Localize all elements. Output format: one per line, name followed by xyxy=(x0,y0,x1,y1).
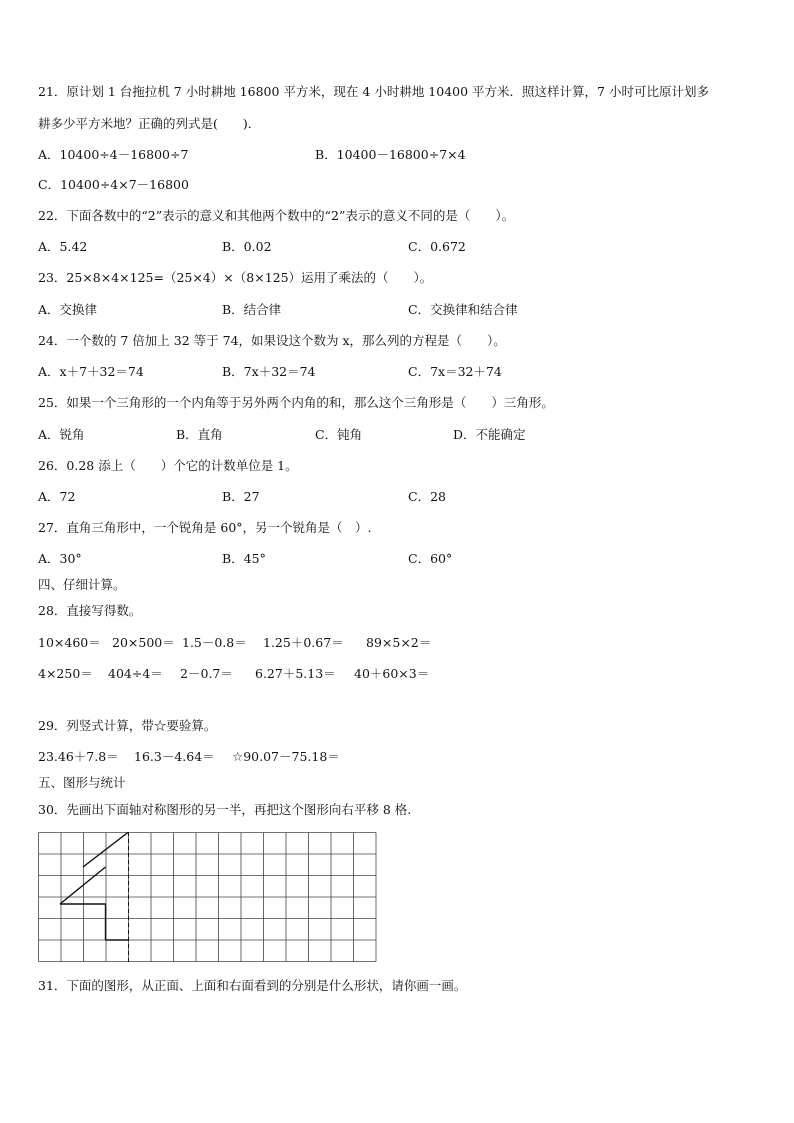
q29-calc: 23.46＋7.8＝ xyxy=(38,749,119,764)
section-4-heading: 四、仔细计算。 xyxy=(38,577,126,592)
q27-option-b: B．45° xyxy=(222,551,266,566)
q29-calc: ☆90.07－75.18＝ xyxy=(232,749,340,764)
q28-calc: 1.25＋0.67＝ xyxy=(263,635,344,650)
q28-question: 28．直接写得数。 xyxy=(38,603,142,618)
q22-option-a: A．5.42 xyxy=(38,239,88,254)
q27-question: 27．直角三角形中，一个锐角是 60°，另一个锐角是（ ）. xyxy=(38,520,372,535)
q25-option-c: C．钝角 xyxy=(315,427,363,442)
q21-option-b: B．10400－16800÷7×4 xyxy=(315,147,466,162)
q25-option-b: B．直角 xyxy=(176,427,223,442)
q29-calc: 16.3－4.64＝ xyxy=(134,749,215,764)
q28-calc: 20×500＝ xyxy=(112,635,175,650)
q27-option-a: A．30° xyxy=(38,551,82,566)
q23-option-b: B．结合律 xyxy=(222,302,282,317)
q28-calc: 10×460＝ xyxy=(38,635,101,650)
q30-question: 30．先画出下面轴对称图形的另一半，再把这个图形向右平移 8 格. xyxy=(38,802,412,817)
q26-option-a: A．72 xyxy=(38,489,76,504)
q25-option-d: D．不能确定 xyxy=(453,427,526,442)
half-figure xyxy=(60,832,129,940)
q28-calc: 89×5×2＝ xyxy=(366,635,432,650)
q28-calc: 40＋60×3＝ xyxy=(354,666,430,681)
q28-calc: 4×250＝ xyxy=(38,666,93,681)
grid-drawing xyxy=(38,832,378,962)
square-grid[interactable] xyxy=(38,832,378,966)
q24-option-b: B．7x＋32＝74 xyxy=(222,364,316,379)
q22-question: 22．下面各数中的“2”表示的意义和其他两个数中的“2”表示的意义不同的是（ ）。 xyxy=(38,208,515,223)
q24-option-c: C．7x＝32＋74 xyxy=(408,364,502,379)
q28-calc: 404÷4＝ xyxy=(108,666,163,681)
q28-calc: 1.5－0.8＝ xyxy=(182,635,247,650)
q22-option-c: C．0.672 xyxy=(408,239,466,254)
q29-question: 29．列竖式计算，带☆要验算。 xyxy=(38,718,217,733)
q23-option-c: C．交换律和结合律 xyxy=(408,302,518,317)
q28-calc: 6.27＋5.13＝ xyxy=(255,666,336,681)
q27-option-c: C．60° xyxy=(408,551,453,566)
q21-option-c: C．10400÷4×7－16800 xyxy=(38,177,189,192)
q21-line2: 耕多少平方米地？正确的列式是( )． xyxy=(38,116,261,131)
q25-option-a: A．锐角 xyxy=(38,427,85,442)
q23-option-a: A．交换律 xyxy=(38,302,98,317)
q26-question: 26．0.28 添上（ ）个它的计数单位是 1。 xyxy=(38,458,298,473)
q21-line1: 21．原计划 1 台拖拉机 7 小时耕地 16800 平方米，现在 4 小时耕地 10400 平方米．照这样计算，7 小时可比原计划多 xyxy=(38,84,709,99)
q21-option-a: A．10400÷4－16800÷7 xyxy=(38,147,189,162)
q22-option-b: B．0.02 xyxy=(222,239,272,254)
q23-question: 23．25×8×4×125=（25×4）×（8×125）运用了乘法的（ ）。 xyxy=(38,270,433,285)
q26-option-c: C．28 xyxy=(408,489,446,504)
q26-option-b: B．27 xyxy=(222,489,260,504)
section-5-heading: 五、图形与统计 xyxy=(38,775,126,790)
q28-calc: 2－0.7＝ xyxy=(180,666,233,681)
q31-question: 31．下面的图形，从正面、上面和右面看到的分别是什么形状，请你画一画。 xyxy=(38,978,467,993)
q25-question: 25．如果一个三角形的一个内角等于另外两个内角的和，那么这个三角形是（ ）三角形。 xyxy=(38,395,554,410)
q24-option-a: A．x＋7＋32＝74 xyxy=(38,364,144,379)
q24-question: 24．一个数的 7 倍加上 32 等于 74，如果设这个数为 x，那么列的方程是（ ）。 xyxy=(38,333,506,348)
